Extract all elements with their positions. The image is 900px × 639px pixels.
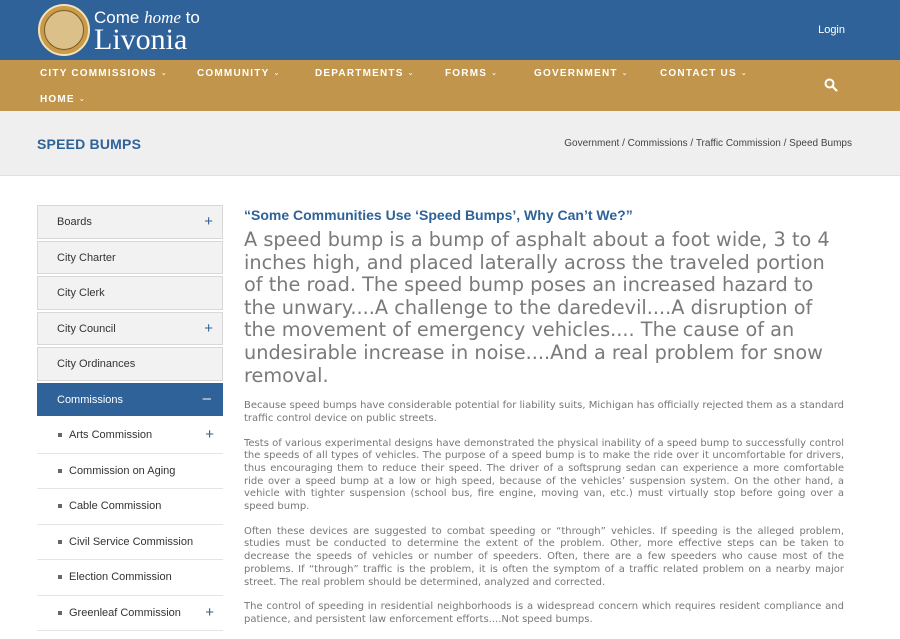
chevron-down-icon: ⌄ [160, 70, 168, 77]
expand-plus-icon[interactable]: + [204, 213, 213, 230]
sidebar-nav [37, 205, 223, 631]
sidebar-subitem-election-commission[interactable] [37, 560, 223, 596]
nav-government[interactable]: GOVERNMENT ⌄ [534, 68, 629, 79]
sidebar-subitem-greenleaf-commission[interactable] [37, 596, 223, 632]
sidebar-subitem-civil-service-commission[interactable] [37, 525, 223, 561]
sidebar-item-label: City Council [57, 322, 116, 335]
sidebar-subitem-commission-on-aging[interactable] [37, 454, 223, 490]
city-seal-logo[interactable] [38, 4, 90, 56]
main-nav [0, 60, 900, 111]
nav-departments[interactable]: DEPARTMENTS ⌄ [315, 68, 415, 79]
collapse-minus-icon[interactable]: – [202, 389, 211, 407]
breadcrumb-government[interactable]: Government [564, 138, 620, 149]
expand-plus-icon[interactable]: + [205, 426, 214, 443]
breadcrumb-separator: / [619, 138, 628, 149]
site-header [0, 0, 900, 60]
sidebar-item-commissions[interactable] [37, 383, 223, 417]
sidebar-item-city-charter[interactable] [37, 241, 223, 275]
bullet-icon [58, 540, 62, 544]
sidebar-item-city-clerk[interactable] [37, 276, 223, 310]
sidebar-item-label: Boards [57, 216, 92, 228]
article-paragraph: Tests of various experimental designs have demonstrated the physical inability of a speed bump to successfully control the speeds of all types of vehicles. The purpose of a speed bump is to make the ride over it uncomfortable for drivers, thus encouraging them to reduce their speed. The driver of a softsprung sedan can experience a more comfortable ride over a speed bump at a low or high speed, because of the vehicles’ suspension system. On the other hand, a vehicle with tighter suspension (school bus, fire engine, moving van, etc.) must virtually stop before going over a speed bump. [244, 437, 844, 513]
sidebar-item-label: City Clerk [57, 287, 105, 299]
bullet-icon [58, 504, 62, 508]
breadcrumb-traffic-commission[interactable]: Traffic Commission [695, 138, 781, 149]
page-title: SPEED BUMPS [37, 136, 142, 152]
breadcrumb [564, 138, 852, 149]
chevron-down-icon: ⌄ [491, 70, 499, 77]
bullet-icon [58, 575, 62, 579]
breadcrumb-separator: / [687, 138, 696, 149]
expand-plus-icon[interactable]: + [204, 319, 213, 337]
article-paragraph: Often these devices are suggested to combat speeding or “through” vehicles. If speeding is the alleged problem, studies must be conducted to determine the extent of the problem. Other, more effective steps can be taken to decrease the speeds of vehicles or number of speeders. Often, there are a few speeders who cause most of the problems. If “through” traffic is the problem, it is often the symptom of a traffic related problem on a nearby major street. The real problem should be determined, analyzed and corrected. [244, 525, 844, 588]
chevron-down-icon: ⌄ [621, 70, 629, 77]
main-content [244, 207, 844, 639]
chevron-down-icon: ⌄ [273, 70, 281, 77]
chevron-down-icon: ⌄ [407, 70, 415, 77]
site-logo-text[interactable] [94, 9, 200, 55]
sidebar-subitem-label: Greenleaf Commission [69, 606, 181, 619]
sidebar-item-label: City Ordinances [57, 358, 136, 370]
bullet-icon [58, 433, 62, 437]
sidebar-subitem-label: Commission on Aging [69, 464, 176, 477]
chevron-down-icon: ⌄ [78, 96, 86, 103]
nav-city-commissions[interactable]: CITY COMMISSIONS ⌄ [40, 68, 168, 79]
sidebar-item-city-ordinances[interactable] [37, 347, 223, 381]
sidebar-subitem-label: Civil Service Commission [69, 535, 194, 548]
page-title-band [0, 111, 900, 176]
nav-home[interactable]: HOME ⌄ [40, 94, 86, 105]
bullet-icon [58, 469, 62, 473]
sidebar-subitem-cable-commission[interactable] [37, 489, 223, 525]
expand-plus-icon[interactable]: + [205, 603, 214, 621]
search-icon[interactable] [824, 78, 838, 92]
sidebar-subitem-label: Cable Commission [69, 500, 162, 512]
sidebar-subitem-label: Election Commission [69, 571, 172, 583]
chevron-down-icon: ⌄ [740, 70, 748, 77]
breadcrumb-commissions[interactable]: Commissions [627, 138, 688, 149]
breadcrumb-current: Speed Bumps [789, 138, 852, 149]
login-link[interactable]: Login [818, 24, 845, 36]
city-seal-emblem [44, 10, 84, 50]
sidebar-item-label: City Charter [57, 251, 116, 264]
article-paragraph: The control of speeding in residential neighborhoods is a widespread concern which requires resident compliance and patience, and persistent law enforcement efforts....Not speed bumps. [244, 601, 844, 625]
article-lead: A speed bump is a bump of asphalt about a foot wide, 3 to 4 inches high, and placed laterally across the traveled portion of the road. The speed bump poses an increased hazard to the unwary....A challenge to the daredevil....A disruption of the movement of emergency vehicles.... The cause of an undesirable increase in noise....And a real problem for snow removal. [244, 228, 830, 387]
sidebar-subitem-label: Arts Commission [69, 429, 153, 441]
nav-forms[interactable]: FORMS ⌄ [445, 68, 499, 79]
sidebar-item-boards[interactable] [37, 205, 223, 239]
breadcrumb-separator: / [780, 138, 790, 149]
article-heading: “Some Communities Use ‘Speed Bumps’, Why Can’t We?” [244, 207, 633, 223]
sidebar-item-label: Commissions [57, 393, 124, 406]
nav-community[interactable]: COMMUNITY ⌄ [197, 68, 281, 79]
nav-contact-us[interactable]: CONTACT US ⌄ [660, 68, 748, 79]
sidebar-item-city-council[interactable] [37, 312, 223, 346]
logo-tagline: Come home to [94, 8, 200, 27]
article-paragraph: Because speed bumps have considerable potential for liability suits, Michigan has officially rejected them as a standard traffic control device on public streets. [244, 400, 845, 424]
logo-city-name: Livonia [94, 23, 188, 56]
sidebar-subitem-arts-commission[interactable] [37, 418, 223, 454]
